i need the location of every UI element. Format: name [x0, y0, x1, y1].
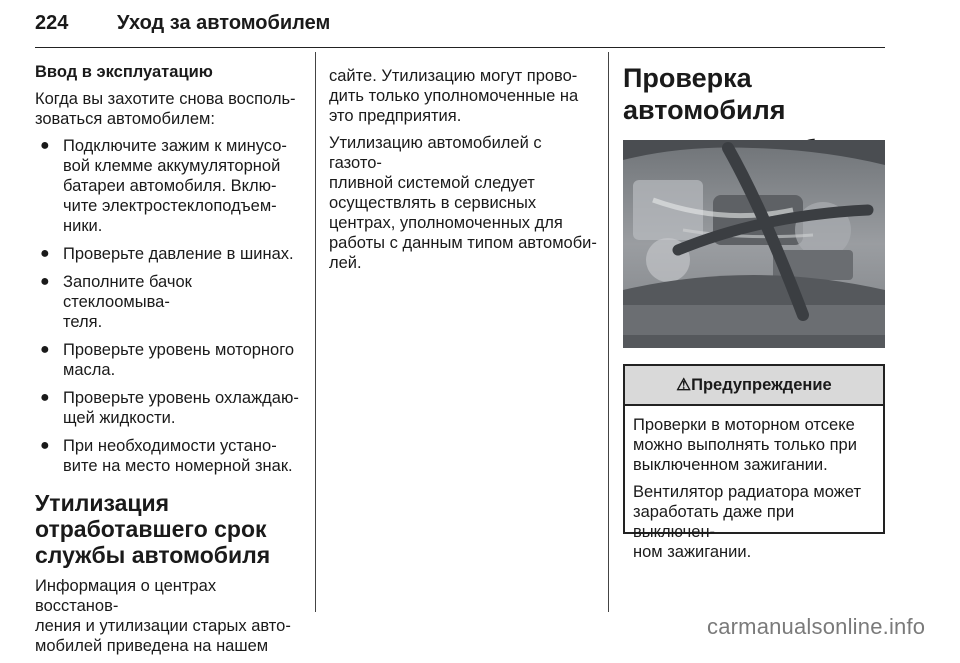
- paragraph-line: пливной системой следует: [329, 174, 535, 192]
- heading-line: отработавшего срок: [35, 516, 267, 542]
- bullet-line: Проверьте уровень моторного: [63, 341, 295, 359]
- paragraph-line: центрах, уполномоченных для: [329, 214, 563, 232]
- bullet-dot-icon: ●: [40, 437, 50, 454]
- bullet-line: ники.: [63, 217, 103, 235]
- paragraph-line: работы с данным типом автомоби-: [329, 234, 597, 252]
- bullet-line: чите электростеклоподъем-: [63, 197, 277, 215]
- page-header: [35, 10, 885, 46]
- bullet-item: [35, 388, 303, 428]
- running-title: Уход за автомобилем: [117, 12, 331, 34]
- bullet-dot-icon: ●: [40, 341, 50, 358]
- bullet-line: При необходимости устано-: [63, 437, 277, 455]
- warning-header: [625, 366, 883, 406]
- paragraph-line: ном зажигании.: [633, 543, 752, 561]
- warning-title: Предупреждение: [691, 376, 832, 394]
- column-2: [329, 66, 599, 280]
- bullet-item: [35, 436, 303, 476]
- paragraph-line: заработать даже при выключен-: [633, 503, 795, 541]
- paragraph-line: Утилизацию автомобилей с газото-: [329, 134, 542, 172]
- paragraph-line: лей.: [329, 254, 362, 272]
- warning-box: [623, 364, 885, 561]
- heading-line: Утилизация: [35, 490, 170, 516]
- intro-paragraph: [35, 89, 303, 129]
- paragraph-line: мобилей приведена на нашем: [35, 637, 269, 655]
- heading-commissioning: Ввод в эксплуатацию: [35, 63, 213, 81]
- bullet-line: теля.: [63, 313, 103, 331]
- paragraph-line: это предприятия.: [329, 107, 462, 125]
- gas-vehicle-paragraph: [329, 133, 599, 273]
- paragraph-line: осуществлять в сервисных: [329, 194, 537, 212]
- paragraph-line: Вентилятор радиатора может: [633, 483, 861, 501]
- bullet-line: Заполните бачок стеклоомыва-: [63, 273, 192, 311]
- bullet-item: [35, 272, 303, 332]
- column-1: [35, 62, 303, 663]
- column-divider-right: [608, 52, 609, 612]
- watermark: carmanualsonline.info: [707, 614, 926, 639]
- bullet-item: [35, 244, 303, 264]
- column-divider-left: [315, 52, 316, 612]
- paragraph-line: сайте. Утилизацию могут прово-: [329, 67, 578, 85]
- bullet-item: [35, 136, 303, 236]
- bullet-line: масла.: [63, 361, 116, 379]
- warning-body: [625, 406, 883, 562]
- heading-disposal: [35, 490, 303, 568]
- intro-line: зоваться автомобилем:: [35, 110, 215, 128]
- bullet-line: Подключите зажим к минусо-: [63, 137, 287, 155]
- engine-bay-illustration: [623, 140, 885, 348]
- paragraph-line: дить только уполномоченные на: [329, 87, 579, 105]
- bullet-dot-icon: ●: [40, 245, 50, 262]
- bullet-dot-icon: ●: [40, 137, 50, 154]
- paragraph-line: Информация о центрах восстанов-: [35, 577, 217, 615]
- intro-line: Когда вы захотите снова восполь-: [35, 90, 296, 108]
- paragraph-line: можно выполнять только при: [633, 436, 857, 454]
- bullet-line: батареи автомобиля. Вклю-: [63, 177, 277, 195]
- header-rule: [35, 47, 885, 48]
- heading-line: службы автомобиля: [35, 542, 271, 568]
- section-title: Проверка автомобиля: [623, 63, 786, 125]
- bullet-line: Проверьте давление в шинах.: [63, 245, 294, 263]
- warning-triangle-icon: ⚠: [676, 376, 692, 394]
- bullet-item: [35, 340, 303, 380]
- warning-paragraph: [633, 415, 875, 475]
- bullet-dot-icon: ●: [40, 389, 50, 406]
- disposal-paragraph: [35, 576, 303, 656]
- bullet-line: вой клемме аккумуляторной: [63, 157, 281, 175]
- bullet-dot-icon: ●: [40, 273, 50, 290]
- engine-bay-photo: [623, 140, 885, 348]
- paragraph-line: Проверки в моторном отсеке: [633, 416, 855, 434]
- paragraph-line: выключенном зажигании.: [633, 456, 828, 474]
- disposal-paragraph-continued: [329, 66, 599, 126]
- warning-paragraph: [633, 482, 875, 562]
- paragraph-line: ления и утилизации старых авто-: [35, 617, 291, 635]
- bullet-line: вите на место номерной знак.: [63, 457, 293, 475]
- bullet-line: Проверьте уровень охлаждаю-: [63, 389, 299, 407]
- page-number: 224: [35, 12, 69, 34]
- bullet-line: щей жидкости.: [63, 409, 176, 427]
